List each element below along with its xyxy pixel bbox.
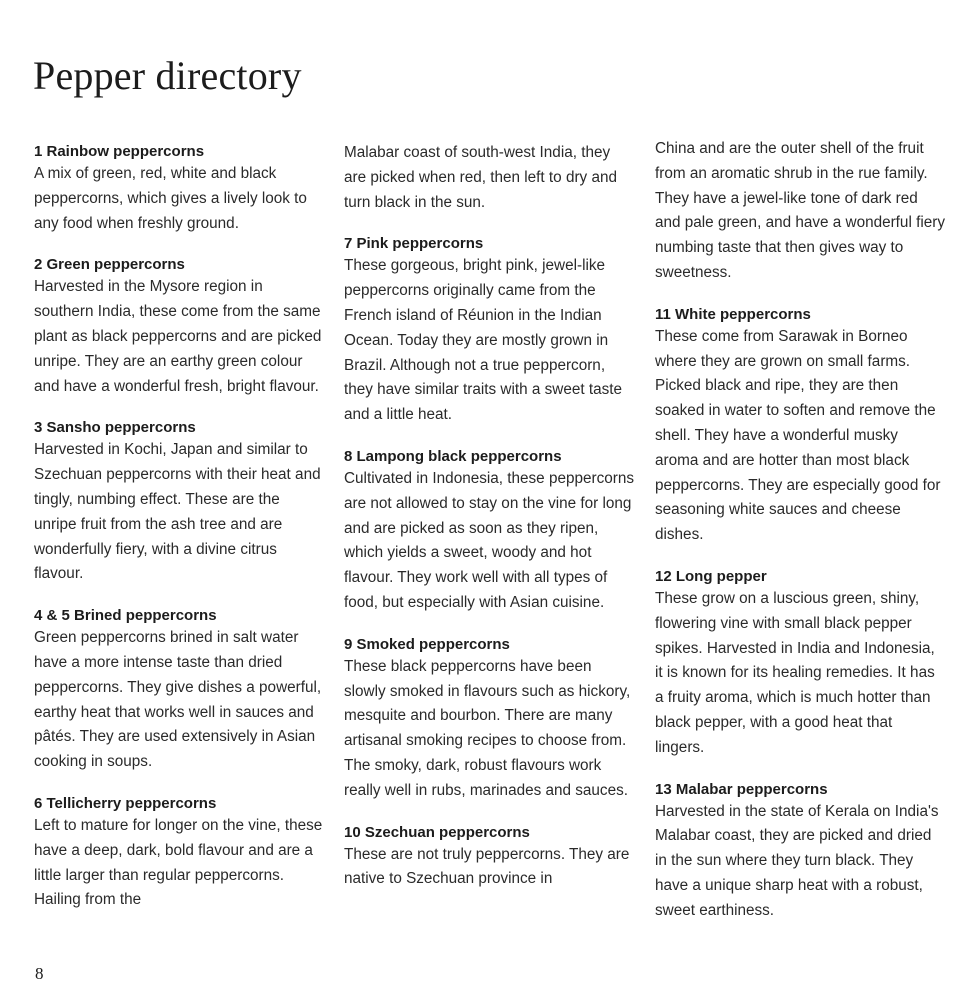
entry-heading: 10 Szechuan peppercorns: [344, 823, 530, 841]
pepper-entry-9: [344, 635, 634, 804]
entry-heading: 3 Sansho peppercorns: [34, 419, 196, 437]
entry-body: These black peppercorns have been slowly smoked in flavours such as hickory, mesquite and bourbon. There are many artisanal smoking recipes to choose from. The smoky, dark, robust flavours work really well in rubs, marinades and sauces.: [344, 657, 631, 799]
entry-body: Cultivated in Indonesia, these peppercorns are not allowed to stay on the vine for long and are picked as soon as they ripen, which yields a sweet, woody and hot flavour. They work well with all types of food, but especially with Asian cuisine.: [344, 469, 634, 611]
pepper-entry-1: [34, 142, 324, 236]
entry-heading: 6 Tellicherry peppercorns: [34, 794, 217, 812]
entry-heading: 7 Pink peppercorns: [344, 235, 484, 253]
entry-body: Harvested in the state of Kerala on India's Malabar coast, they are picked and dried in the sun where they turn black. They have a unique sharp heat with a robust, sweet earthiness.: [655, 802, 939, 919]
entry-body: These come from Sarawak in Borneo where they are grown on small farms. Picked black and ripe, they are then soaked in water to soften and remove the shell. They have a wonderful musky aroma and are hotter than most black peppercorns. They are especially good for seasoning white sauces and cheese dishes.: [655, 327, 941, 544]
column-2: [344, 141, 634, 911]
entry-body: Green peppercorns brined in salt water have a more intense taste than dried peppercorns. They give dishes a powerful, earthy heat that works well in sauces and pâtés. They are used extensively in Asian cooking in soups.: [34, 629, 322, 771]
pepper-entry-7: [344, 234, 634, 428]
entry-body: These gorgeous, bright pink, jewel-like peppercorns originally came from the French island of Réunion in the Indian Ocean. Today they are mostly grown in Brazil. Although not a true peppercorn, they have similar traits with a sweet taste and a little heat.: [344, 257, 623, 424]
entry-heading: 11 White peppercorns: [655, 305, 811, 323]
entry-body: Harvested in the Mysore region in southern India, these come from the same plant as black peppercorns and are picked unripe. They are an earthy green colour and have a wonderful fresh, bright flavour.: [34, 278, 322, 395]
entry-heading: 2 Green peppercorns: [34, 256, 185, 274]
entry-heading: 4 & 5 Brined peppercorns: [34, 607, 217, 625]
pepper-entry-13: [655, 780, 945, 924]
entry-body: These grow on a luscious green, shiny, flowering vine with small black pepper spikes. Harvested in India and Indonesia, it is known for its healing remedies. It has a fruity aroma, which is much hotter than black pepper, with a good heat that lingers.: [655, 589, 935, 756]
page-number: 8: [35, 964, 44, 983]
entry-body-continued: Malabar coast of south-west India, they are picked when red, then left to dry and turn black in the sun.: [344, 144, 617, 211]
entry-body: Harvested in Kochi, Japan and similar to Szechuan peppercorns with their heat and tingly, numbing effect. These are the unripe fruit from the ash tree and are wonderfully fiery, with a divine citrus flavour.: [34, 441, 321, 583]
entry-heading: 12 Long pepper: [655, 567, 767, 585]
pepper-entry-2: [34, 255, 324, 399]
entry-body: These are not truly peppercorns. They are native to Szechuan province in: [344, 845, 630, 888]
entry-body: Left to mature for longer on the vine, these have a deep, dark, bold flavour and are a little larger than regular peppercorns. Hailing from the: [34, 816, 323, 909]
entry-heading: 9 Smoked peppercorns: [344, 635, 510, 653]
entry-heading: 1 Rainbow peppercorns: [34, 143, 205, 160]
entry-heading: 8 Lampong black peppercorns: [344, 447, 562, 465]
entry-body-continued: China and are the outer shell of the fruit from an aromatic shrub in the rue family. They have a jewel-like tone of dark red and pale green, and have a wonderful fiery numbing taste that then gives way to sweetness.: [655, 140, 945, 281]
page-title: Pepper directory: [33, 53, 302, 98]
entry-heading: 13 Malabar peppercorns: [655, 780, 828, 798]
pepper-entry-6: [34, 794, 324, 913]
entry-body: A mix of green, red, white and black peppercorns, which gives a lively look to any food when freshly ground.: [34, 165, 307, 232]
column-3: [655, 137, 945, 943]
pepper-entry-4-5: [34, 606, 324, 775]
pepper-entry-8: [344, 447, 634, 616]
pepper-entry-3: [34, 418, 324, 587]
pepper-entry-12: [655, 567, 945, 761]
pepper-entry-11: [655, 305, 945, 548]
pepper-entry-10: [344, 823, 634, 893]
column-1: [34, 142, 324, 932]
continued-text: [344, 141, 634, 215]
continued-text: [655, 137, 945, 286]
